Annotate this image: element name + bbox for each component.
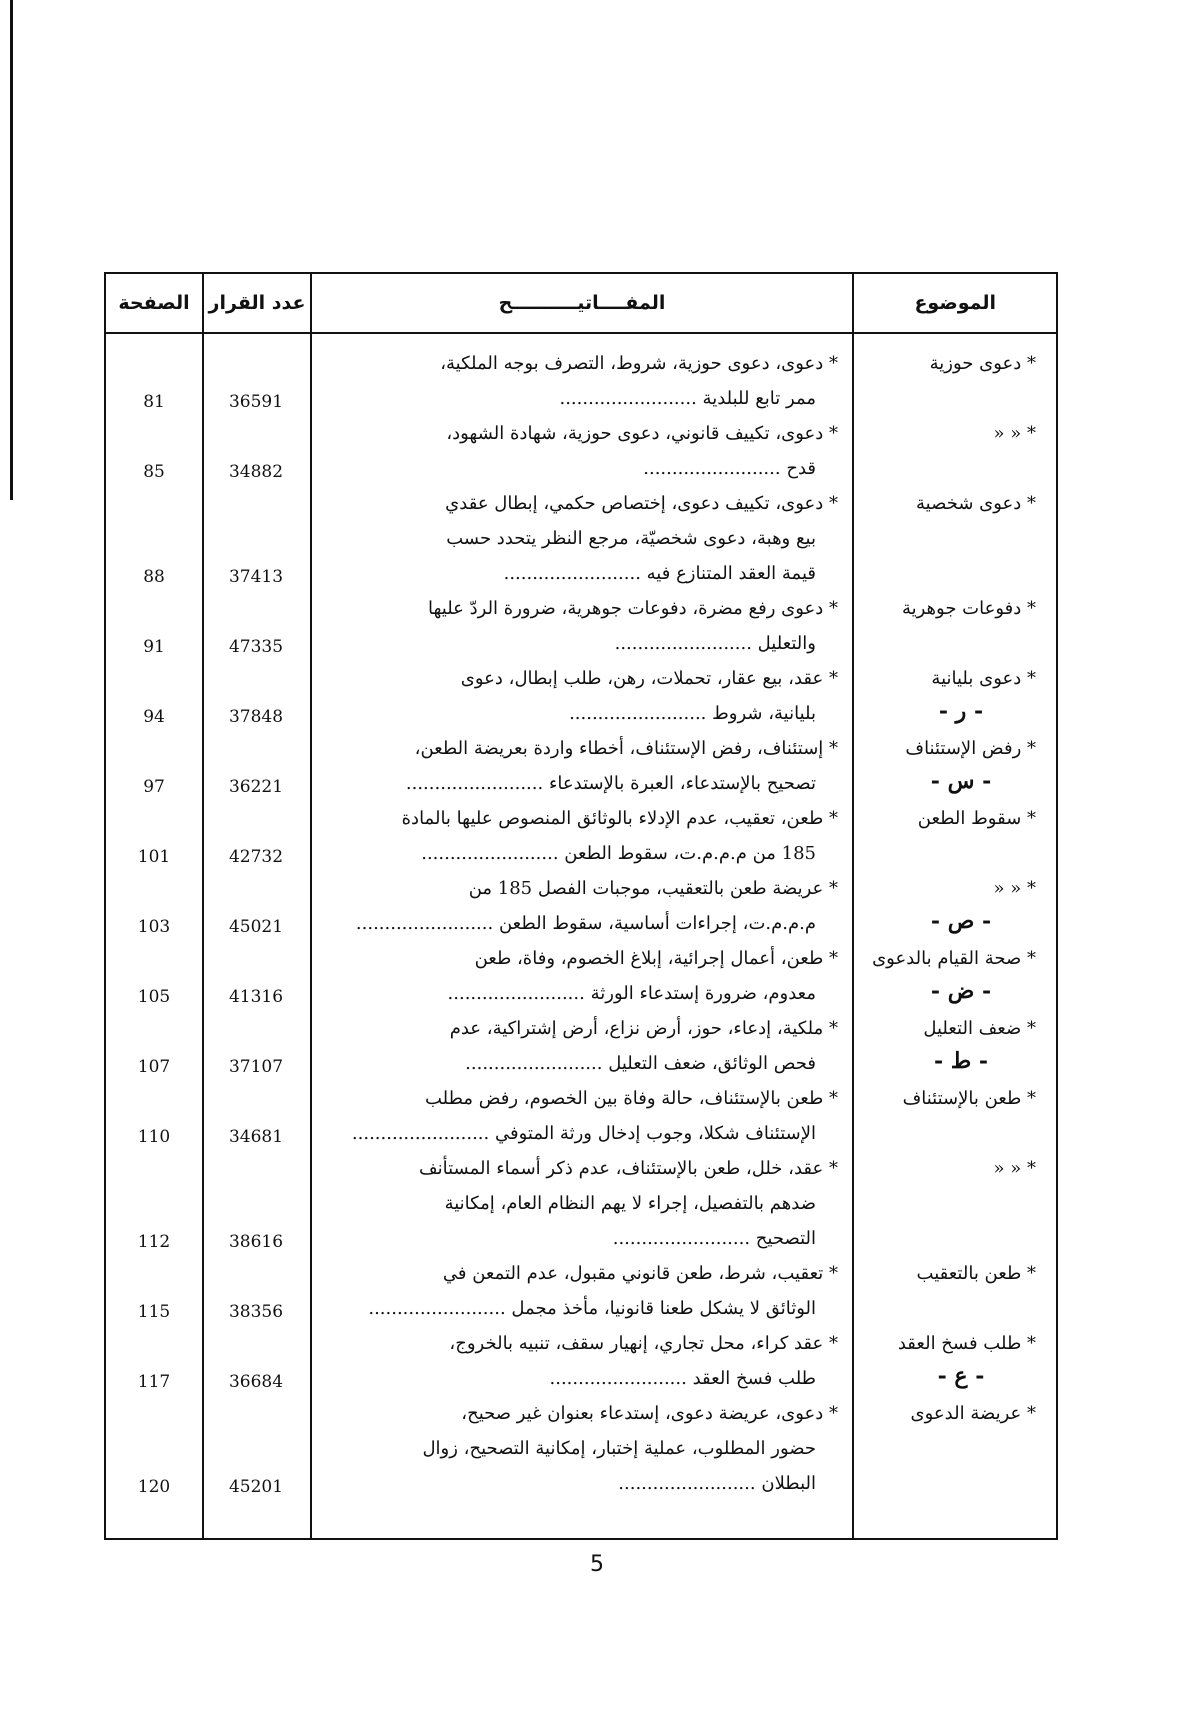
table-row bbox=[106, 801, 1056, 871]
table-row bbox=[106, 1081, 1056, 1151]
row-keywords bbox=[310, 731, 852, 801]
topic-text: * عريضة الدعوى bbox=[910, 1403, 1036, 1424]
keyword-text: تصحيح بالإستدعاء، العبرة بالإستدعاء bbox=[548, 773, 816, 794]
keyword-line bbox=[320, 381, 838, 416]
row-decision-number: 36221 bbox=[228, 777, 284, 797]
keyword-line bbox=[320, 1431, 838, 1466]
topic-text: * « « bbox=[993, 1158, 1036, 1179]
row-keywords bbox=[310, 1151, 852, 1256]
header-keywords: المفــــاتيــــــــــح bbox=[310, 274, 852, 332]
leader-dots: ........................ bbox=[612, 1228, 751, 1249]
row-topic bbox=[852, 1256, 1056, 1326]
keyword-text: الوثائق لا يشكل طعنا قانونيا، مأخذ مجمل bbox=[511, 1298, 816, 1319]
row-page-number: 94 bbox=[143, 707, 165, 727]
table-row bbox=[106, 1151, 1056, 1256]
topic-text: * طعن بالإستئناف bbox=[902, 1088, 1036, 1109]
row-decision-number: 34882 bbox=[228, 462, 284, 482]
keyword-text: ضدهم بالتفصيل، إجراء لا يهم النظام العام، إمكانية bbox=[444, 1193, 816, 1214]
row-page-number: 97 bbox=[143, 777, 165, 797]
section-letter: - ع - bbox=[937, 1363, 985, 1389]
row-decision-number: 38616 bbox=[228, 1232, 284, 1252]
table-row bbox=[106, 1396, 1056, 1501]
keyword-line bbox=[320, 416, 838, 451]
keyword-text: 185 من م.م.م.ت، سقوط الطعن bbox=[564, 843, 816, 864]
row-topic bbox=[852, 591, 1056, 661]
table-row bbox=[106, 1011, 1056, 1081]
row-keywords bbox=[310, 801, 852, 871]
keyword-text: * دعوى رفع مضرة، دفوعات جوهرية، ضرورة الردّ عليها bbox=[427, 598, 838, 619]
keyword-text: * طعن، تعقيب، عدم الإدلاء بالوثائق المنصوص عليها بالمادة bbox=[401, 808, 838, 829]
row-topic bbox=[852, 941, 1056, 1011]
page-number: 5 bbox=[590, 1552, 604, 1577]
keyword-text: * عقد كراء، محل تجاري، إنهيار سقف، تنبيه بالخروج، bbox=[449, 1333, 838, 1354]
keyword-line bbox=[320, 1361, 838, 1396]
keyword-line bbox=[320, 1466, 838, 1501]
row-decision-number: 37413 bbox=[228, 567, 284, 587]
keyword-line bbox=[320, 801, 838, 836]
keyword-text: * عقد، بيع عقار، تحملات، رهن، طلب إبطال، دعوى bbox=[460, 668, 838, 689]
leader-dots: ........................ bbox=[465, 1053, 603, 1074]
row-page-number: 117 bbox=[137, 1372, 171, 1392]
row-decision-number: 38356 bbox=[228, 1302, 284, 1322]
row-topic bbox=[852, 346, 1056, 416]
keyword-text: * طعن، أعمال إجرائية، إبلاغ الخصوم، وفاة، طعن bbox=[474, 948, 838, 969]
row-keywords bbox=[310, 591, 852, 661]
row-decision-number: 34681 bbox=[228, 1127, 284, 1147]
table-header bbox=[106, 274, 1056, 334]
keyword-line bbox=[320, 1291, 838, 1326]
row-page-number: 112 bbox=[137, 1232, 171, 1252]
row-topic bbox=[852, 731, 1056, 801]
row-keywords bbox=[310, 1256, 852, 1326]
leader-dots: ........................ bbox=[569, 703, 707, 724]
table-row bbox=[106, 486, 1056, 591]
keyword-line bbox=[320, 1186, 838, 1221]
keyword-text: م.م.م.ت، إجراءات أساسية، سقوط الطعن bbox=[498, 913, 816, 934]
topic-text: * رفض الإستئناف bbox=[905, 738, 1036, 759]
leader-dots: ........................ bbox=[643, 458, 781, 479]
row-keywords bbox=[310, 346, 852, 416]
row-page-number: 88 bbox=[143, 567, 165, 587]
row-keywords bbox=[310, 1326, 852, 1396]
keyword-line bbox=[320, 871, 838, 906]
keyword-text: * دعوى، عريضة دعوى، إستدعاء بعنوان غير صحيح، bbox=[461, 1403, 838, 1424]
row-page-number: 107 bbox=[137, 1057, 171, 1077]
header-page: الصفحة bbox=[118, 292, 190, 314]
keyword-line bbox=[320, 556, 838, 591]
table-row bbox=[106, 1256, 1056, 1326]
keyword-text: * تعقيب، شرط، طعن قانوني مقبول، عدم التمعن في bbox=[442, 1263, 838, 1284]
row-page-number: 103 bbox=[137, 917, 171, 937]
keyword-text: بيع وهبة، دعوى شخصيّة، مرجع النظر يتحدد حسب bbox=[446, 528, 816, 549]
row-topic bbox=[852, 1151, 1056, 1256]
row-keywords bbox=[310, 661, 852, 731]
keyword-text: فحص الوثائق، ضعف التعليل bbox=[608, 1053, 816, 1074]
keyword-text: حضور المطلوب، عملية إختبار، إمكانية التصحيح، زوال bbox=[422, 1438, 816, 1459]
keyword-line bbox=[320, 626, 838, 661]
row-keywords bbox=[310, 941, 852, 1011]
topic-text: * سقوط الطعن bbox=[917, 808, 1036, 829]
row-page-number: 120 bbox=[137, 1477, 171, 1497]
keyword-line bbox=[320, 486, 838, 521]
keyword-text: * إستئناف، رفض الإستئناف، أخطاء واردة بعريضة الطعن، bbox=[414, 738, 838, 759]
row-keywords bbox=[310, 486, 852, 591]
topic-text: * دعوى بليانية bbox=[931, 668, 1036, 689]
keyword-line bbox=[320, 591, 838, 626]
keyword-line bbox=[320, 1081, 838, 1116]
section-letter: - ص - bbox=[930, 908, 992, 934]
header-topic: الموضوع bbox=[852, 274, 1056, 332]
row-topic bbox=[852, 1396, 1056, 1501]
keyword-line bbox=[320, 661, 838, 696]
topic-text: * صحة القيام بالدعوى bbox=[872, 948, 1036, 969]
header-decision-number: عدد القرار bbox=[202, 274, 310, 332]
row-topic bbox=[852, 416, 1056, 486]
leader-dots: ........................ bbox=[618, 1473, 756, 1494]
keyword-text: * عقد، خلل، طعن بالإستئناف، عدم ذكر أسماء المستأنف bbox=[418, 1158, 838, 1179]
keyword-line bbox=[320, 1221, 838, 1256]
row-topic bbox=[852, 1326, 1056, 1396]
keyword-text: قدح bbox=[786, 458, 816, 479]
keyword-text: قيمة العقد المتنازع فيه bbox=[646, 563, 816, 584]
table-rows bbox=[106, 346, 1056, 1501]
leader-dots: ........................ bbox=[549, 1368, 687, 1389]
table-row bbox=[106, 941, 1056, 1011]
row-page-number: 105 bbox=[137, 987, 171, 1007]
keyword-line bbox=[320, 976, 838, 1011]
row-decision-number: 47335 bbox=[228, 637, 284, 657]
row-decision-number: 36591 bbox=[228, 392, 284, 412]
section-letter: - ط - bbox=[934, 1048, 988, 1074]
row-topic bbox=[852, 661, 1056, 731]
keyword-line bbox=[320, 1326, 838, 1361]
keyword-text: الإستئناف شكلا، وجوب إدخال ورثة المتوفي bbox=[494, 1123, 816, 1144]
row-keywords bbox=[310, 1081, 852, 1151]
row-topic bbox=[852, 1081, 1056, 1151]
row-keywords bbox=[310, 871, 852, 941]
row-decision-number: 42732 bbox=[228, 847, 284, 867]
leader-dots: ........................ bbox=[351, 1123, 490, 1144]
keyword-line bbox=[320, 451, 838, 486]
keyword-line bbox=[320, 346, 838, 381]
leader-dots: ........................ bbox=[355, 913, 494, 934]
keyword-line bbox=[320, 731, 838, 766]
keyword-line bbox=[320, 1256, 838, 1291]
topic-text: * دفوعات جوهرية bbox=[901, 598, 1036, 619]
row-topic bbox=[852, 871, 1056, 941]
keyword-text: ممر تابع للبلدية bbox=[702, 388, 816, 409]
topic-text: * طلب فسخ العقد bbox=[897, 1333, 1036, 1354]
keyword-line bbox=[320, 1011, 838, 1046]
table-row bbox=[106, 871, 1056, 941]
row-page-number: 91 bbox=[143, 637, 165, 657]
table-row bbox=[106, 416, 1056, 486]
keyword-text: * عريضة طعن بالتعقيب، موجبات الفصل 185 من bbox=[468, 878, 838, 899]
row-decision-number: 45201 bbox=[228, 1477, 284, 1497]
keyword-text: * ملكية، إدعاء، حوز، أرض نزاع، أرض إشتراكية، عدم bbox=[449, 1018, 838, 1039]
topic-text: * ضعف التعليل bbox=[923, 1018, 1036, 1039]
row-page-number: 110 bbox=[137, 1127, 171, 1147]
index-table bbox=[104, 272, 1058, 1540]
margin-line bbox=[10, 0, 13, 500]
topic-text: * دعوى شخصية bbox=[916, 493, 1036, 514]
row-decision-number: 41316 bbox=[228, 987, 284, 1007]
row-page-number: 85 bbox=[143, 462, 165, 482]
keyword-line bbox=[320, 1396, 838, 1431]
keyword-line bbox=[320, 906, 838, 941]
row-topic bbox=[852, 801, 1056, 871]
leader-dots: ........................ bbox=[368, 1298, 506, 1319]
keyword-text: والتعليل bbox=[757, 633, 816, 654]
leader-dots: ........................ bbox=[405, 773, 544, 794]
topic-text: * طعن بالتعقيب bbox=[916, 1263, 1036, 1284]
row-decision-number: 37848 bbox=[228, 707, 284, 727]
topic-text: * « « bbox=[993, 423, 1036, 444]
keyword-line bbox=[320, 1046, 838, 1081]
row-decision-number: 45021 bbox=[228, 917, 284, 937]
row-page-number: 81 bbox=[143, 392, 165, 412]
keyword-line bbox=[320, 766, 838, 801]
keyword-text: * طعن بالإستئناف، حالة وفاة بين الخصوم، رفض مطلب bbox=[424, 1088, 838, 1109]
keyword-line bbox=[320, 521, 838, 556]
keyword-text: * دعوى، تكييف قانوني، دعوى حوزية، شهادة الشهود، bbox=[446, 423, 838, 444]
table-row bbox=[106, 346, 1056, 416]
topic-text: * « « bbox=[993, 878, 1036, 899]
keyword-line bbox=[320, 696, 838, 731]
keyword-text: بليانية، شروط bbox=[712, 703, 816, 724]
leader-dots: ........................ bbox=[559, 388, 697, 409]
keyword-text: التصحيح bbox=[755, 1228, 816, 1249]
leader-dots: ........................ bbox=[447, 983, 585, 1004]
keyword-line bbox=[320, 941, 838, 976]
section-letter: - ر - bbox=[938, 698, 984, 724]
keyword-text: معدوم، ضرورة إستدعاء الورثة bbox=[590, 983, 816, 1004]
keyword-line bbox=[320, 836, 838, 871]
row-keywords bbox=[310, 416, 852, 486]
leader-dots: ........................ bbox=[503, 563, 641, 584]
row-keywords bbox=[310, 1011, 852, 1081]
leader-dots: ........................ bbox=[421, 843, 559, 864]
row-page-number: 101 bbox=[137, 847, 171, 867]
row-keywords bbox=[310, 1396, 852, 1501]
keyword-line bbox=[320, 1116, 838, 1151]
row-page-number: 115 bbox=[137, 1302, 171, 1322]
row-decision-number: 36684 bbox=[228, 1372, 284, 1392]
table-row bbox=[106, 1326, 1056, 1396]
keyword-line bbox=[320, 1151, 838, 1186]
keyword-text: طلب فسخ العقد bbox=[692, 1368, 816, 1389]
table-row bbox=[106, 731, 1056, 801]
keyword-text: * دعوى، دعوى حوزية، شروط، التصرف بوجه الملكية، bbox=[440, 353, 838, 374]
keyword-text: * دعوى، تكييف دعوى، إختصاص حكمي، إبطال عقدي bbox=[445, 493, 838, 514]
topic-text: * دعوى حوزية bbox=[929, 353, 1036, 374]
row-topic bbox=[852, 486, 1056, 591]
table-row bbox=[106, 661, 1056, 731]
keyword-text: البطلان bbox=[761, 1473, 816, 1494]
section-letter: - س - bbox=[930, 768, 992, 794]
table-row bbox=[106, 591, 1056, 661]
row-decision-number: 37107 bbox=[228, 1057, 284, 1077]
row-topic bbox=[852, 1011, 1056, 1081]
section-letter: - ض - bbox=[930, 978, 992, 1004]
leader-dots: ........................ bbox=[614, 633, 752, 654]
